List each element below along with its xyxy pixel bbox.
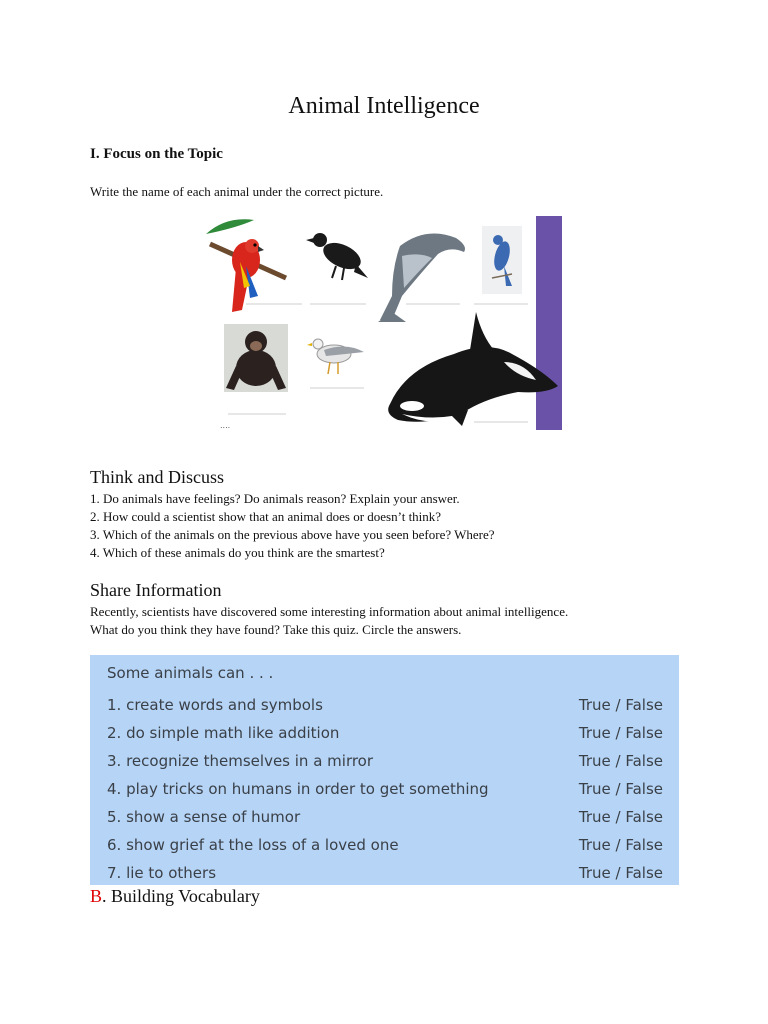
quiz-item: [107, 696, 663, 718]
quiz-statement: 3. recognize themselves in a mirror: [107, 752, 374, 770]
quiz-item: [107, 864, 663, 885]
true-false-choice[interactable]: True / False: [578, 752, 663, 770]
quiz-statement: 4. play tricks on humans in order to get something: [107, 780, 489, 798]
question-2: 2. How could a scientist show that an animal does or doesn’t think?: [90, 509, 442, 524]
quiz-statement: 1. create words and symbols: [107, 696, 323, 714]
accent-stripe: [536, 216, 562, 430]
crow-icon: [306, 233, 368, 280]
share-line-1: Recently, scientists have discovered some interesting information about animal intelligence.: [90, 604, 569, 619]
quiz-item: [107, 808, 663, 830]
quiz-statement: 6. show grief at the loss of a loved one: [107, 836, 399, 854]
quiz-heading: Some animals can . . .: [107, 664, 274, 682]
quiz-statement: 5. show a sense of humor: [107, 808, 301, 826]
quiz-item: [107, 836, 663, 858]
question-4: 4. Which of these animals do you think are the smartest?: [90, 545, 385, 560]
true-false-choice[interactable]: True / False: [578, 724, 663, 742]
true-false-choice[interactable]: True / False: [578, 836, 663, 854]
animals-picture: [206, 216, 562, 430]
parrot-icon: [210, 239, 286, 312]
think-questions: [90, 490, 495, 562]
share-info-heading: Share Information: [90, 580, 222, 600]
true-false-choice[interactable]: True / False: [578, 808, 663, 826]
quiz-statement: 7. lie to others: [107, 864, 217, 882]
share-line-2: What do you think they have found? Take this quiz. Circle the answers.: [90, 622, 462, 637]
svg-text:....: ....: [220, 421, 231, 430]
section-label: . Building Vocabulary: [102, 886, 260, 906]
think-discuss-heading: Think and Discuss: [90, 467, 224, 487]
quiz-box: [90, 655, 679, 885]
building-vocabulary-heading: [90, 886, 260, 907]
orca-icon: [388, 312, 558, 426]
quiz-item: [107, 724, 663, 746]
quiz-statement: 2. do simple math like addition: [107, 724, 340, 742]
quiz-item: [107, 780, 663, 802]
leaf-icon: [206, 219, 254, 234]
section-letter: B: [90, 886, 103, 906]
page-title: Animal Intelligence: [288, 93, 480, 119]
instruction-text: Write the name of each animal under the correct picture.: [90, 184, 384, 199]
true-false-choice[interactable]: True / False: [578, 780, 663, 798]
question-1: 1. Do animals have feelings? Do animals reason? Explain your answer.: [90, 491, 460, 506]
chimpanzee-icon: [224, 324, 288, 392]
section-heading-focus: I. Focus on the Topic: [90, 146, 223, 162]
share-info-text: [90, 603, 568, 639]
true-false-choice[interactable]: True / False: [578, 696, 663, 714]
blue-jay-icon: [482, 226, 522, 294]
quiz-item: [107, 752, 663, 774]
dolphin-icon: [378, 234, 465, 323]
seagull-icon: [307, 339, 364, 374]
question-3: 3. Which of the animals on the previous above have you seen before? Where?: [90, 527, 495, 542]
true-false-choice[interactable]: True / False: [578, 864, 663, 882]
